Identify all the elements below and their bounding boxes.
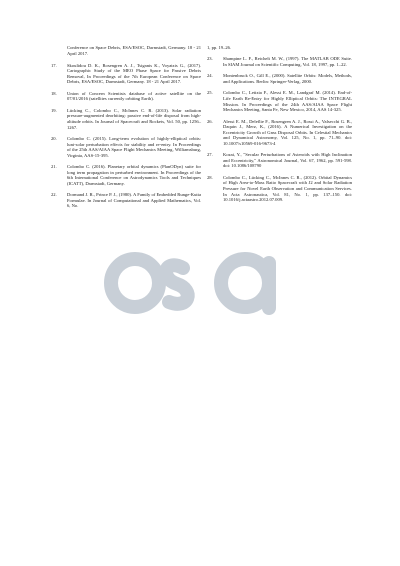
reference-number: 25. — [207, 90, 213, 96]
reference-number: 20. — [51, 135, 57, 141]
reference-number: 19. — [51, 107, 57, 113]
reference-text: Lücking C., Colombo C., McInnes C. R. (2013). Solar radiation pressure-augmented deorbiting: passive end-of-life disposal from high-altitude orbits. In Journal of Spacecraft and Rockets, Vol. 50, pp. 1256–1267. — [67, 107, 201, 130]
reference-text: Skoulidou D. K., Rosengren A. J., Tsiganis K., Voyatzis G., (2017). Cartographic Study of the MEO Phase Space for Passive Debris Removal, In Proceedings of the 7th European Conference on Space Debris, ESA/ESOC, Darmstadt, Germany. 18 - 21 April 2017. — [67, 62, 201, 85]
reference-number: 24. — [207, 73, 213, 79]
reference-item — [51, 164, 201, 186]
reference-item — [207, 73, 352, 84]
reference-item — [51, 192, 201, 209]
reference-item — [51, 136, 201, 158]
reference-text: Alessi E. M., Deleflie F., Rosengren A. J., Rossi A., Valsecchi G. B., Daquin J., Merz, K., (2016). A Numerical Investigation on the Eccentricity Growth of Gnss Disposal Orbits. In Celestial Mechanics and Dynamical Astronomy, Vol. 125, No. 1, pp. 71–90. doi: 10.1007/s10569-016-9673-4 — [223, 118, 352, 146]
reference-item — [207, 175, 352, 203]
reference-item — [207, 45, 352, 51]
reference-text: Shampine L. F., Reichelt M. W., (1997). The MATLAB ODE Suite. In SIAM Journal on Scientific Computing, Vol. 18, 1997, pp. 1–22. — [223, 56, 352, 67]
reference-item — [207, 152, 352, 169]
reference-number: 22. — [51, 192, 57, 198]
reference-text: 1, pp. 19–26. — [207, 45, 232, 50]
reference-item — [207, 119, 352, 147]
reference-text: Conference on Space Debris, ESA/ESOC, Darmstadt, Germany. 18 - 21 April 2017. — [67, 45, 201, 56]
left-reference-column — [51, 45, 201, 215]
reference-item — [51, 108, 201, 130]
reference-number: 23. — [207, 56, 213, 62]
reference-number: 26. — [207, 118, 213, 124]
reference-item — [207, 90, 352, 112]
reference-text: Colombo C. (2016). Planetary orbital dynamics (PlanODyn) suite for long term propagation in perturbed environment. In Proceedings of the 6th International Conference on Astrodynamics Tools and Techniques (ICATT), Darmstadt, Germany. — [67, 164, 201, 186]
right-reference-column — [207, 45, 352, 209]
reference-item — [207, 56, 352, 67]
reference-number: 18. — [51, 90, 57, 96]
reference-text: Union of Concern Scientists database of active satellite on the 07/01/2016 (satellites currently orbiting Earth). — [67, 90, 201, 102]
reference-text: Montenbruck O., Gill E., (2000). Satellite Orbits: Models, Methods, and Applications. Berlin: Springer-Verlag, 2000. — [223, 73, 352, 84]
reference-text: Colombo C. (2015). Long-term evolution of highly-elliptical orbits: luni-solar perturbation effects for stability and re-entry. In Proceedings of the 25th AAS/AIAA Space Flight Mechanics Meeting, Williamsburg, Virginia, AAS-15-395. — [67, 135, 201, 158]
reference-number: 21. — [51, 164, 57, 170]
reference-text: Colombo C., Lücking C., McInnes C. R., (2012). Orbital Dynamics of High Area-to-Mass Ratio Spacecraft with J2 and Solar Radiation Pressure for Novel Earth Observation and Communication Services. In Acta Astronautica, Vol. 81, No. 1, pp. 137–150. doi: 10.1016/j.actaastro.2012.07.009. — [223, 174, 352, 203]
reference-number: 17. — [51, 62, 57, 68]
reference-number: 27. — [207, 152, 213, 158]
reference-item — [51, 91, 201, 102]
reference-text: Dormand J. R., Prince P. J., (1980). A Family of Embedded Runge-Kutta Formulae. In Journal of Computational and Applied Mathematics, Vol. 6, No. — [67, 192, 201, 209]
esa-logo-watermark-icon — [95, 228, 295, 318]
reference-text: Kozai, Y., "Secular Perturbations of Asteroids with High Inclination and Eccentricity," Astronomical Journal, Vol. 67, 1962, pp. 591-598. doi: 10.1086/108790 — [223, 152, 352, 169]
reference-item — [51, 63, 201, 85]
reference-number: 28. — [207, 174, 213, 180]
reference-text: Colombo C., Letizia F., Alessi E. M., Landgraf M. (2014). End-of-Life Earth Re-Entry for Highly Elliptical Orbits: The INTEGRAL Mission. In Proceedings of the 24th AAS/AIAA Space Flight Mechanics Meeting, Santa Fe, New Mexico, 2014, AAS 14-325. — [223, 90, 352, 113]
reference-item — [51, 45, 201, 56]
